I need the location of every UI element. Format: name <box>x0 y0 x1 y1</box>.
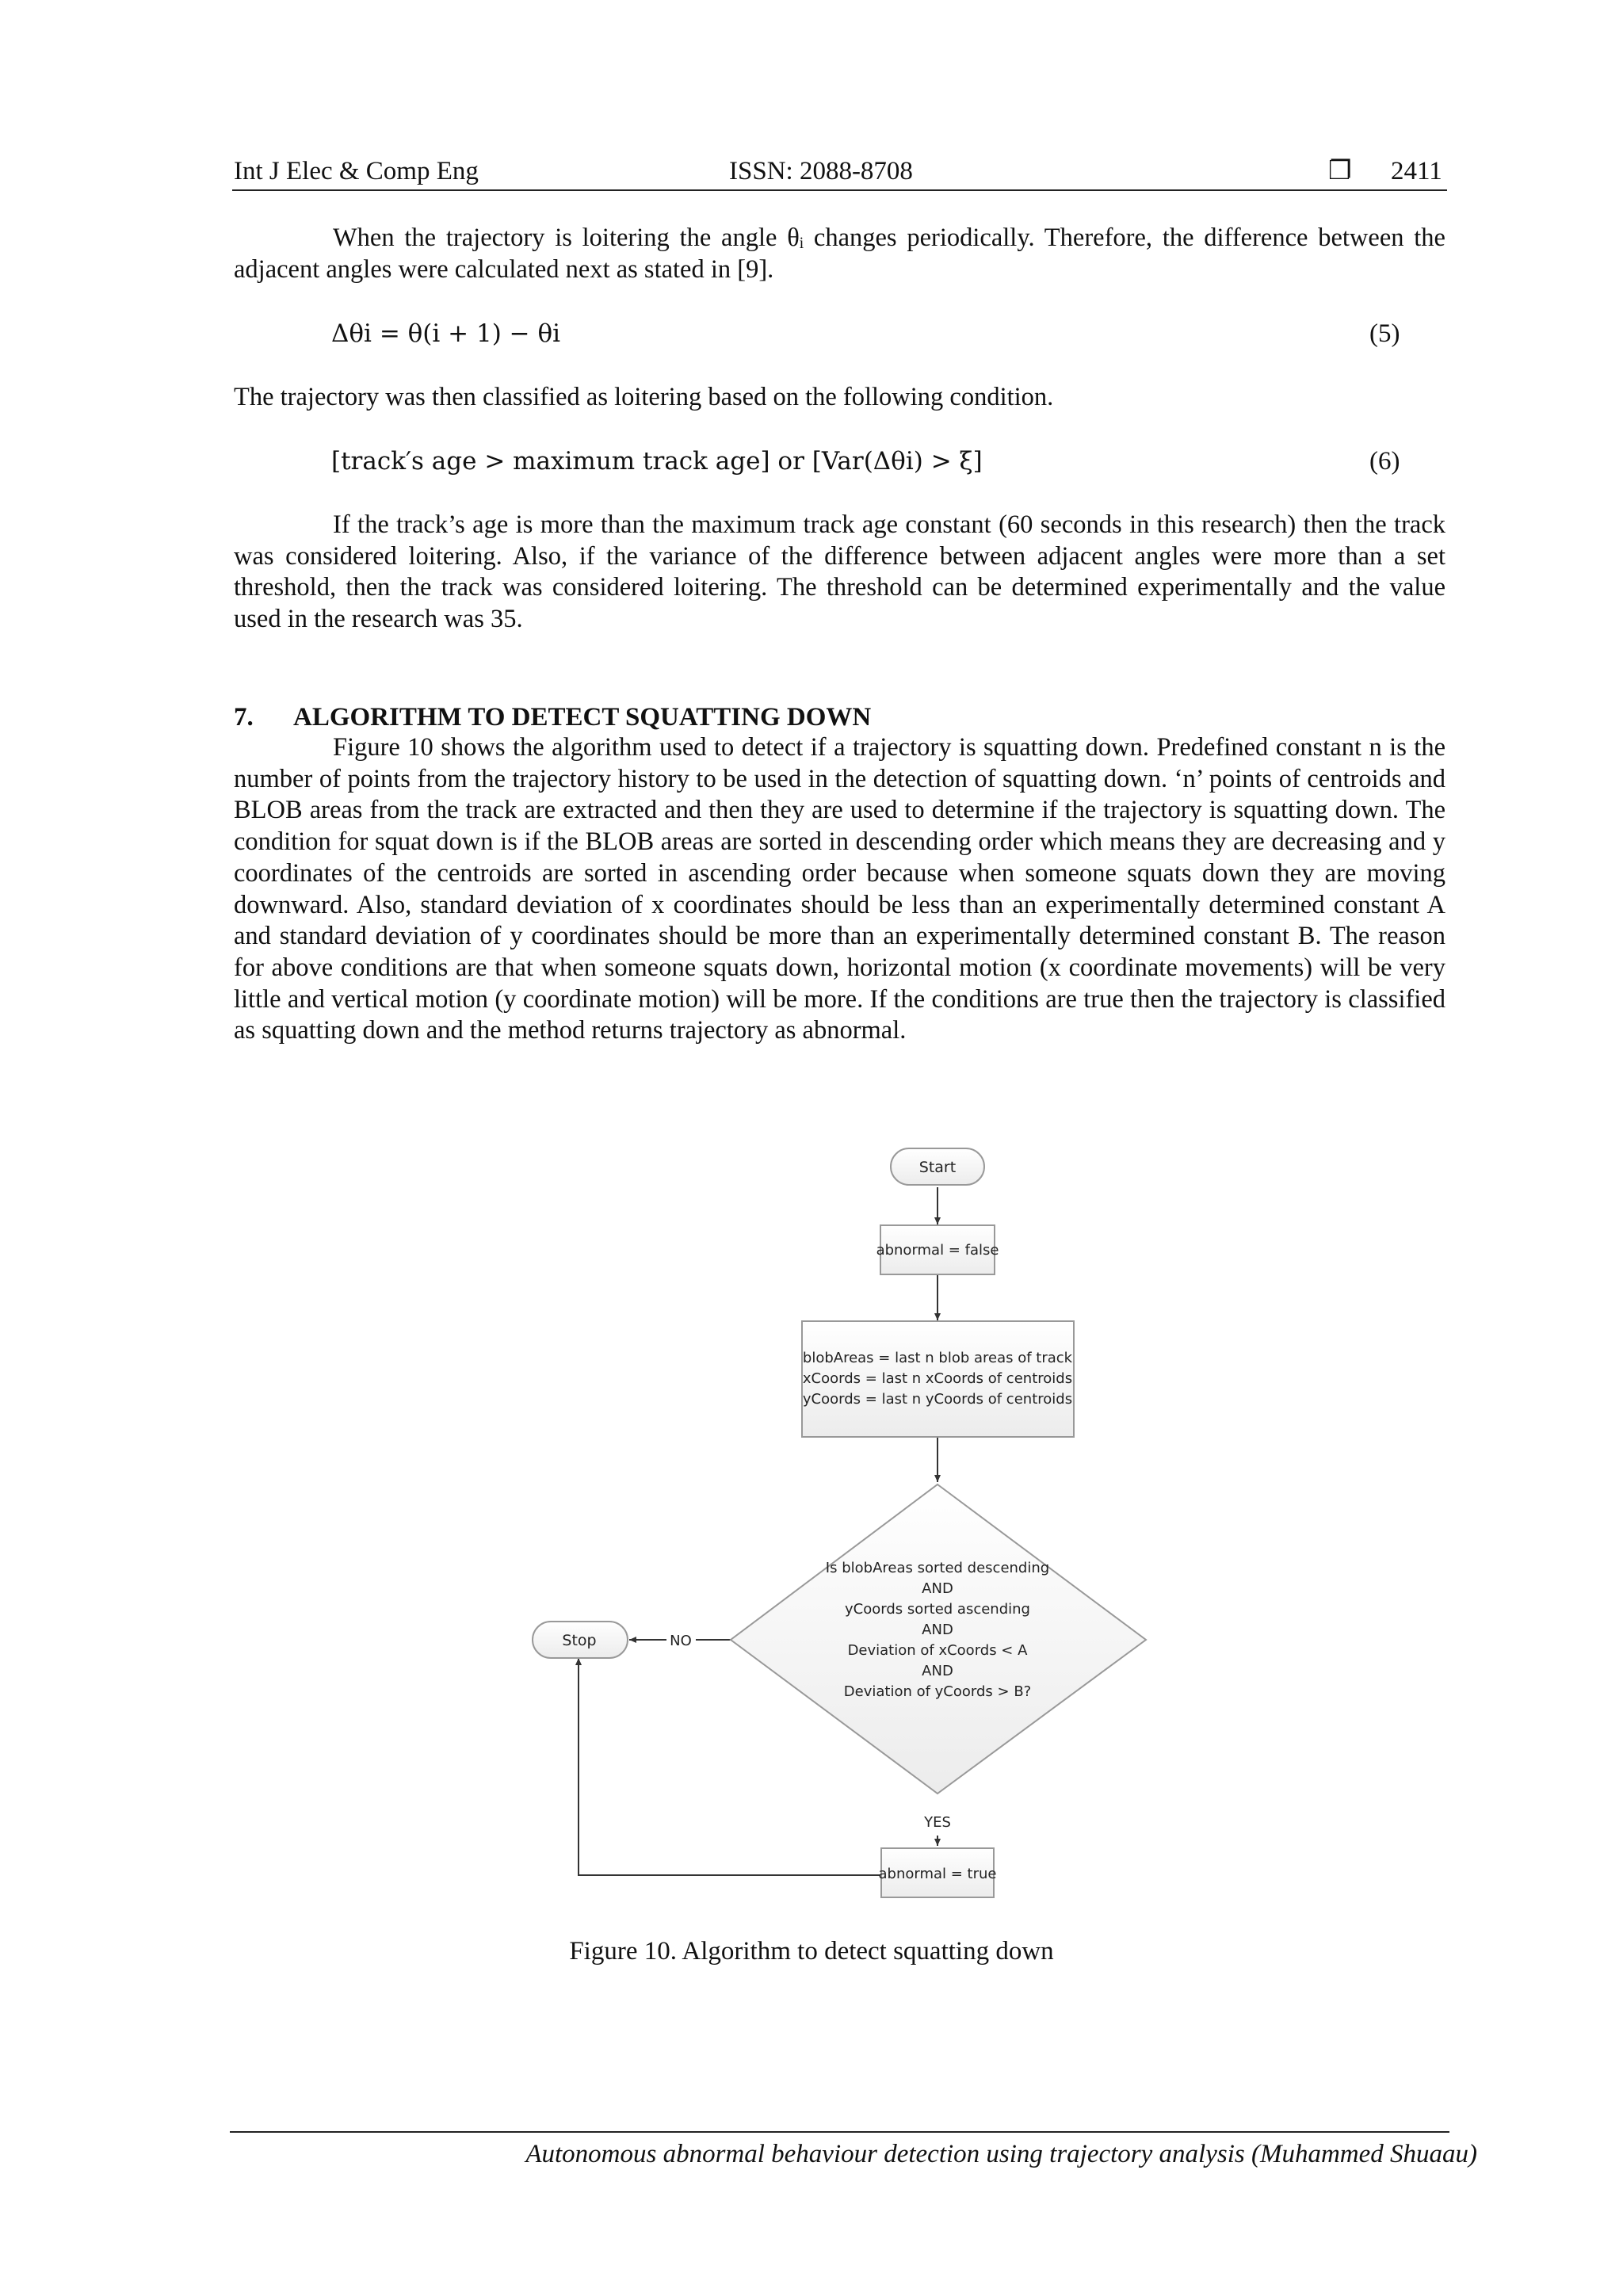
paragraph-loitering-threshold: If the track’s age is more than the maximum track age constant (60 seconds in this research) then the track was considered loitering. Also, if the variance of the difference between adjacent angles were more than a set threshold, then the track was considered loitering. The threshold can be determined experimentally and the value used in the research was 35. <box>234 510 1445 634</box>
running-head-journal: Int J Elec & Comp Eng <box>234 157 479 185</box>
equation-5: Δθi = θ(i + 1) − θi <box>331 319 561 348</box>
decision-line-2: AND <box>922 1580 953 1597</box>
yes-label: YES <box>924 1814 951 1831</box>
decision-line-5: Deviation of xCoords < A <box>847 1642 1028 1659</box>
equation-5-number: (5) <box>1369 319 1400 348</box>
paragraph-squatting-algorithm: Figure 10 shows the algorithm used to detect if a trajectory is squatting down. Predefined constant n is the number of points from the trajectory history to be used in the detection of squatting down. ‘n’ points of centroids and BLOB areas from the track are extracted and then they are used to determine if the trajectory is squatting down. The condition for squat down is if the BLOB areas are sorted in descending order which means they are decreasing and y coordinates of the centroids are sorted in ascending order because when someone squats down they are moving downward. Also, standard deviation of x coordinates should be less than an experimentally determined constant A and standard deviation of y coordinates should be more than an experimentally determined constant B. The reason for above conditions are that when someone squats down, horizontal motion (x coordinate movements) will be very little and vertical motion (y coordinate motion) will be more. If the conditions are true then the trajectory is classified as squatting down and the method returns trajectory as abnormal. <box>234 733 1445 1045</box>
decision-line-4: AND <box>922 1622 953 1638</box>
page-number: 2411 <box>1391 157 1442 185</box>
stop-label: Stop <box>562 1632 597 1649</box>
start-label: Start <box>918 1159 957 1176</box>
equation-6-number: (6) <box>1369 447 1400 476</box>
figure-caption: Figure 10. Algorithm to detect squatting down <box>569 1937 1054 1966</box>
extract-line-3: yCoords = last n yCoords of centroids <box>802 1391 1073 1408</box>
running-footer: Autonomous abnormal behaviour detection using trajectory analysis (Muhammed Shuaau) <box>525 2140 1477 2168</box>
decision-line-6: AND <box>922 1663 953 1679</box>
decision-line-3: yCoords sorted ascending <box>845 1601 1030 1618</box>
running-head-issn: ISSN: 2088-8708 <box>729 157 913 185</box>
equation-6: [track′s age > maximum track age] or [Var(Δθi) > ξ] <box>331 447 983 476</box>
footer-rule <box>230 2131 1449 2133</box>
section-title: ALGORITHM TO DETECT SQUATTING DOWN <box>293 703 872 732</box>
extract-line-1: blobAreas = last n blob areas of track <box>802 1350 1073 1366</box>
bullet-icon: ❐ <box>1328 157 1352 185</box>
set-true-label: abnormal = true <box>878 1866 997 1882</box>
decision-diamond <box>731 1484 1146 1794</box>
paragraph-loitering-condition: The trajectory was then classified as loitering based on the following condition. <box>234 383 1054 411</box>
no-label: NO <box>670 1633 692 1649</box>
paragraph-loitering-intro: When the trajectory is loitering the angle θᵢ changes periodically. Therefore, the difference between the adjacent angles were calculated next as stated in [9]. <box>234 223 1445 284</box>
decision-line-1: Is blobAreas sorted descending <box>825 1560 1050 1576</box>
decision-line-7: Deviation of yCoords > B? <box>843 1683 1032 1700</box>
extract-line-2: xCoords = last n xCoords of centroids <box>802 1370 1073 1387</box>
section-number: 7. <box>234 703 254 732</box>
init-label: abnormal = false <box>876 1242 999 1259</box>
